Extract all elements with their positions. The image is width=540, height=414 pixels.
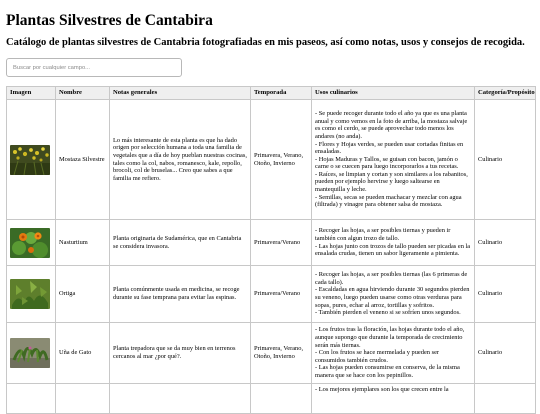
image-cell <box>7 323 56 384</box>
uses-line: - También pierden el veneno si se sofríen unos segundos. <box>315 309 461 317</box>
nasturtium-photo[interactable] <box>10 228 50 258</box>
plant-uses <box>312 100 475 220</box>
plant-category <box>475 384 536 414</box>
plant-name: Mostaza Silvestre <box>56 100 110 220</box>
plant-season: Primavera/Verano <box>251 266 312 323</box>
table-row <box>7 323 536 384</box>
plant-notes <box>110 384 251 414</box>
plants-table <box>6 86 536 414</box>
table-row <box>7 100 536 220</box>
uses-line: - Las hojas junto con trozos de tallo pueden ser picadas en la ensalada crudas, tienen un sabor ligeramente a pimienta. <box>315 242 471 258</box>
uses-line: - Con los frutos se hace mermelada y pueden ser consumidos también crudos. <box>315 349 440 364</box>
plant-notes: Planta comúnmente usada en medicina, se recoge durante su fase temprana para evitar las espinas. <box>110 266 251 323</box>
uses-line: - Se puede recoger durante todo el año ya que es una planta anual y como vemos en la foto de arriba, la mostaza salvaje es como el cerdo, se puede aprovechar todo menos los andares (no anda). <box>315 110 468 140</box>
image-cell <box>7 384 56 414</box>
uses-line: - Los mejores ejemplares son los que crecen entre la <box>315 386 449 393</box>
plant-season: Primavera/Verano <box>251 220 312 266</box>
column-header-usos: Usos culinarios <box>312 87 475 100</box>
plant-category: Culinario <box>475 220 536 266</box>
table-row <box>7 220 536 266</box>
ortiga-photo[interactable] <box>10 279 50 309</box>
una-de-gato-photo[interactable] <box>10 338 50 368</box>
uses-line: - Las hojas pueden consumirse en conserva, de la misma manera que se hace con los pepinillos. <box>315 364 460 379</box>
plant-category: Culinario <box>475 266 536 323</box>
table-row <box>7 384 536 414</box>
search-input[interactable] <box>6 58 182 77</box>
image-cell <box>7 266 56 323</box>
image-cell <box>7 100 56 220</box>
plant-name: Uña de Gato <box>56 323 110 384</box>
plant-uses <box>312 323 475 384</box>
uses-line: - Flores y Hojas verdes, se pueden usar cortadas finitas en ensaladas. <box>315 140 464 156</box>
column-header-categoria: Categoría/Propósito <box>475 87 536 100</box>
uses-line: - Recoger las hojas, a ser posibles tiernas y pueden ir también con algun trozo de tallo. <box>315 227 451 242</box>
plant-name: Ortiga <box>56 266 110 323</box>
plant-name <box>56 384 110 414</box>
plant-season: Primavera, Verano, Otoño, Invierno <box>251 323 312 384</box>
column-header-notas: Notas generales <box>110 87 251 100</box>
plant-category: Culinario <box>475 323 536 384</box>
column-header-temporada: Temporada <box>251 87 312 100</box>
page-subtitle: Catálogo de plantas silvestres de Cantabria fotografiadas en mis paseos, así como notas, usos y consejos de recogida. <box>6 37 525 48</box>
uses-line: - Semillas, secas se pueden machacar y mezclar con agua (filtrada) y vinagre para obtener salsa de mostaza. <box>315 193 462 209</box>
uses-line: - Escaldadas en agua hirviendo durante 30 segundos pierden su veneno, luego pueden usarse como otras verduras para sopas, pures, echar al arroz, tortillas y sofritos. <box>315 286 470 309</box>
plant-uses <box>312 384 475 414</box>
plant-notes: Planta trepadora que se da muy bien en terrenos cercanos al mar ¿por qué?. <box>110 323 251 384</box>
mostaza-photo[interactable] <box>10 145 50 175</box>
table-header-row <box>7 87 536 100</box>
image-cell <box>7 220 56 266</box>
table-row <box>7 266 536 323</box>
plant-uses <box>312 266 475 323</box>
plant-season <box>251 384 312 414</box>
uses-line: - Hojas Maduras y Tallos, se guisan con bacon, jamón o carne o se cuecen para luego incorporarlos a tus recetas. <box>315 155 459 171</box>
plant-category: Culinario <box>475 100 536 220</box>
column-header-imagen: Imagen <box>7 87 56 100</box>
plant-name: Nasturtium <box>56 220 110 266</box>
plant-notes: Planta originaria de Sudamérica, que en Cantabria se considera invasora. <box>110 220 251 266</box>
plant-notes: Lo más interesante de esta planta es que ha dado origen por selección humana a toda una familia de vegetales que a día de hoy pueblan nuestras cocinas, tales como la col, nabos, romanesco, kale, repollo, brocoli, col de bruselas... Creo que sabes a que familia me refiero. <box>110 100 251 220</box>
plant-season: Primavera, Verano, Otoño, Invierno <box>251 100 312 220</box>
uses-line: - Raíces, se limpian y cortan y son similares a los rabanitos, pueden por ejemplo hervirse y luego saltearse en mantequilla y leche. <box>315 170 468 194</box>
plant-uses <box>312 220 475 266</box>
uses-line: - Los frutos tras la floración, las hojas durante todo el año, aunque supongo que durante la temporada de crecimiento serán más tiernas. <box>315 326 465 349</box>
uses-line: - Recoger las hojas, a ser posibles tiernas (las 6 primeras de cada tallo). <box>315 271 468 286</box>
page-title: Plantas Silvestres de Cantabira <box>6 12 213 29</box>
column-header-nombre: Nombre <box>56 87 110 100</box>
